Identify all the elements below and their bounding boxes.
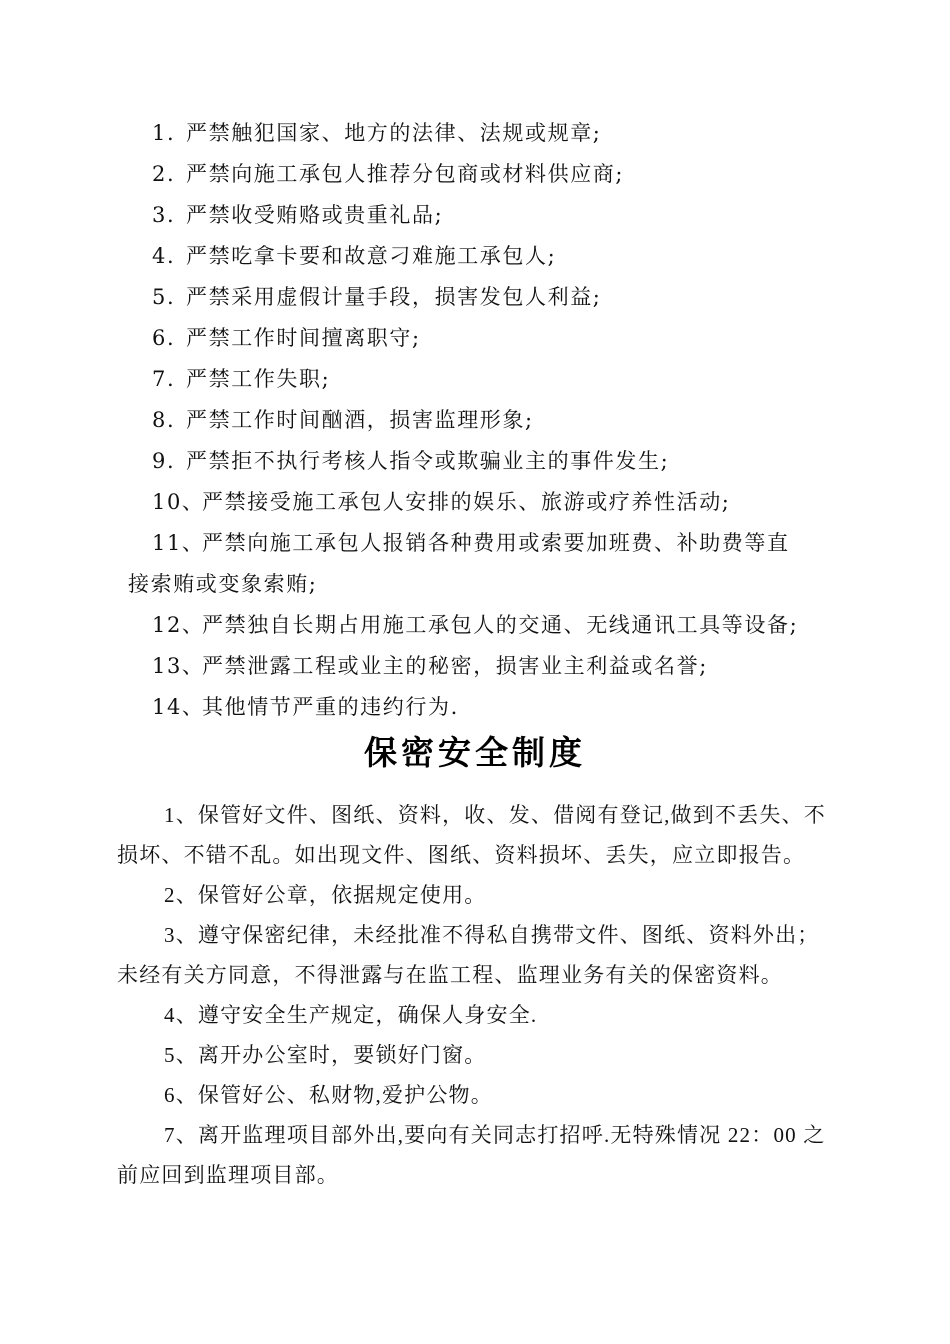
paragraph-continuation-line: 损坏、不错不乱。如出现文件、图纸、资料损坏、丢失，应立即报告。 [117,843,806,867]
rule-number: 14、 [152,695,205,719]
paragraph-continuation-line: 未经有关方同意，不得泄露与在监工程、监理业务有关的保密资料。 [117,963,783,987]
paragraph-first-line: 5、离开办公室时，要锁好门窗。 [164,1043,487,1067]
secrecy-paragraph-continuation [0,1155,950,1195]
rule-item [0,482,950,523]
secrecy-paragraph [0,995,950,1035]
secrecy-paragraph [0,1075,950,1115]
rule-text: 严禁吃拿卡要和故意刁难施工承包人; [186,244,557,268]
rule-number: 12、 [152,613,205,637]
secrecy-rules [0,795,950,1195]
rule-number: 10、 [152,490,205,514]
rule-text: 严禁接受施工承包人安排的娱乐、旅游或疗养性活动; [202,490,731,514]
paragraph-first-line: 6、保管好公、私财物,爱护公物。 [164,1083,493,1107]
rule-number: 6. [152,326,176,350]
rule-number: 13、 [152,654,205,678]
rule-number: 11、 [152,531,205,555]
rule-item [0,400,950,441]
rule-number: 5. [152,285,176,309]
rule-item [0,318,950,359]
rule-number: 7. [152,367,176,391]
paragraph-continuation-line: 前应回到监理项目部。 [117,1163,339,1187]
rule-text: 严禁向施工承包人报销各种费用或索要加班费、补助费等直 [202,531,790,555]
prohibition-list [0,113,950,728]
rule-text: 严禁独自长期占用施工承包人的交通、无线通讯工具等设备; [202,613,799,637]
rule-number: 1. [152,121,176,145]
rule-item [0,236,950,277]
rule-number: 4. [152,244,176,268]
rule-text: 严禁拒不执行考核人指令或欺骗业主的事件发生; [186,449,670,473]
rule-text: 其他情节严重的违约行为. [202,695,459,719]
secrecy-paragraph [0,795,950,835]
rule-text: 严禁触犯国家、地方的法律、法规或规章; [186,121,602,145]
rule-text: 严禁工作时间擅离职守; [186,326,421,350]
secrecy-paragraph-continuation [0,835,950,875]
section-heading: 保密安全制度 [364,733,586,772]
paragraph-first-line: 4、遵守安全生产规定，确保人身安全. [164,1003,538,1027]
rule-text: 严禁采用虚假计量手段，损害发包人利益; [186,285,602,309]
rule-text: 接索贿或变象索贿; [128,572,318,596]
rule-number: 2. [152,162,176,186]
rule-number: 3. [152,203,176,227]
rule-item-continuation [0,564,950,605]
secrecy-paragraph [0,875,950,915]
rule-item [0,441,950,482]
rule-number: 8. [152,408,176,432]
rule-item [0,154,950,195]
rule-item [0,277,950,318]
secrecy-paragraph [0,915,950,955]
rule-item [0,523,950,564]
rule-number: 9. [152,449,176,473]
paragraph-first-line: 7、离开监理项目部外出,要向有关同志打招呼.无特殊情况 22：00 之 [164,1123,826,1147]
rule-item [0,605,950,646]
rule-text: 严禁工作失职; [186,367,331,391]
paragraph-first-line: 1、保管好文件、图纸、资料，收、发、借阅有登记,做到不丢失、不 [164,803,826,827]
secrecy-paragraph-continuation [0,955,950,995]
rule-item [0,359,950,400]
rule-item [0,195,950,236]
rule-item [0,113,950,154]
paragraph-first-line: 3、遵守保密纪律，未经批准不得私自携带文件、图纸、资料外出； [164,923,820,947]
rule-text: 严禁工作时间酗酒，损害监理形象; [186,408,534,432]
rule-text: 严禁收受贿赂或贵重礼品; [186,203,444,227]
secrecy-paragraph [0,1035,950,1075]
rule-item [0,687,950,728]
rule-text: 严禁向施工承包人推荐分包商或材料供应商; [186,162,625,186]
secrecy-paragraph [0,1115,950,1155]
rule-text: 严禁泄露工程或业主的秘密，损害业主利益或名誉; [202,654,708,678]
paragraph-first-line: 2、保管好公章，依据规定使用。 [164,883,487,907]
rule-item [0,646,950,687]
